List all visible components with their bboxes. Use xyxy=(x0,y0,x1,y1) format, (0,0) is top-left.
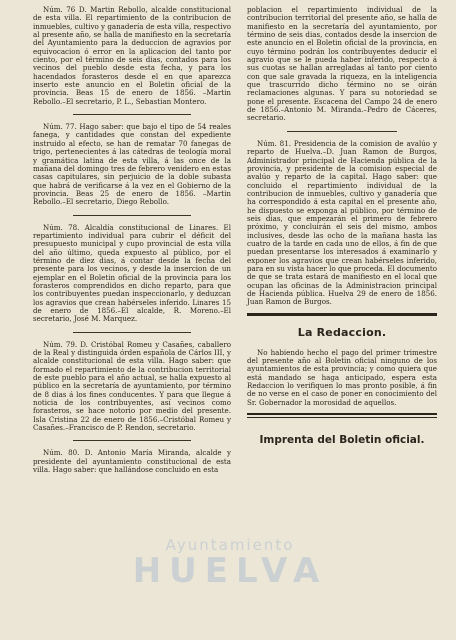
archive-watermark xyxy=(60,536,400,591)
notice-77 xyxy=(33,123,231,206)
right-column xyxy=(247,6,437,454)
section-title: La Redaccion. xyxy=(297,325,387,339)
notice-divider xyxy=(287,131,397,132)
notice-78-text: Núm. 78. Alcaldía constitucional de Linares. El repartimiento individual para cubrir el déficit del presupuesto municipal y cupo provincial de esta villa del año último, queda expuesto al público, por el término de diez dias, á contar desde la fecha del presente para los vecinos, y desde la insercion de un ejemplar en el Boletin oficial de la provincia para los forasteros comprendidos en dicho reparto, para que los contribuyentes puedan inspeccionarlo, y deduzcan los agravios que crean habérseles inferido. Linares 15 de enero de 1856.–El alcalde, R. Moreno.–El secretario, José M. Marquez. xyxy=(33,222,231,324)
notice-80-text: Núm. 80. D. Antonio María Miranda, alcalde y presidente del ayuntamiento constitucional de esta villa. Hago saber: que hallándose concluido en esta xyxy=(33,448,231,475)
notice-divider xyxy=(73,114,191,115)
notice-divider xyxy=(73,332,191,333)
section-rule-bottom xyxy=(247,413,437,418)
imprint-line: Imprenta del Boletin oficial. xyxy=(259,434,425,447)
notice-79 xyxy=(33,341,231,433)
watermark-line-1: Ayuntamiento xyxy=(165,536,295,554)
notice-divider xyxy=(73,440,191,441)
redaccion-text: No habiendo hecho el pago del primer trimestre del presente año al Boletin oficial ninguno de los ayuntamientos de esta provincia; y como quiera que está mandado se haga anticipado, espera esta Redaccion lo verifiquen lo mas pronto posible, á fin de no verse en el caso de poner en conocimiento del Sr. Gobernador la morosidad de aquellos. xyxy=(247,347,437,407)
left-column xyxy=(33,6,231,475)
notice-78 xyxy=(33,224,231,324)
notice-divider xyxy=(73,215,191,216)
notice-79-text: Núm. 79. D. Cristóbal Romeu y Casañes, caballero de la Real y distinguida órden española de Cárlos III, y alcalde constitucional de esta villa. Hago saber: que formado el repartimiento de la contribucion territorial de este pueblo para el año actual, se halla expuesto al público en la secretaría de ayuntamiento, por término de 8 dias á los fines conducentes. Y para que llegue á noticia de los contribuyentes, así vecinos como forasteros, se hace notorio por medio del presente. Isla Cristina 22 de enero de 1856.–Cristóbal Romeu y Casañes.–Francisco de P. Rendon, secretario. xyxy=(33,339,231,433)
redaccion-notice xyxy=(247,349,437,407)
notice-80 xyxy=(33,449,231,474)
notice-80-continued xyxy=(247,6,437,123)
notice-81-text: Núm. 81. Presidencia de la comision de avalúo y reparto de Huelva.–D. Juan Ramon de Burgos, Administrador principal de Hacienda pública de la provincia, y presidente de la comision especial de avalúo y reparto de la capital. Hago saber: que concluido el repartimiento individual de la contribucion de inmuebles, cultivo y ganadería que ha correspondido á esta capital en el presente año, he dispuesto se exponga al público, por término de seis dias, que empezarán el primero de febrero próximo, y concluirán el seis del mismo, ambos inclusives, desde las ocho de la mañana hasta las cuatro de la tarde en cada uno de ellos, á fin de que puedan presentarse los interesados á examinarlo y exponer los agravios que crean habérseles inferido, para en su vista hacer lo que proceda. El documento de que se trata estará de manifiesto en el local que ocupan las oficinas de la Administracion principal de Hacienda pública. Huelva 29 de enero de 1856. Juan Ramon de Burgos. xyxy=(247,138,437,307)
notice-81 xyxy=(247,140,437,307)
notice-76-text: Núm. 76 D. Martin Rebollo, alcalde constitucional de esta villa. El repartimiento de la contribucion de inmuebles, cultivo y ganadería de esta villa, respectivo al presente año, se halla de manifiesto en la secretaría del Ayuntamiento para la deduccion de agravios por equivocacion ó error en la aplicacion del tanto por ciento, por el término de seis dias, contados para los vecinos del pueblo desde esta fecha, y para los hacendados forasteros desde el en que aparezca inserto este anuncio en el Boletin oficial de la provincia. Beas 15 de enero de 1856. –Martin Rebollo.–El secretario, P. L., Sebastian Montero. xyxy=(33,5,231,106)
notice-76 xyxy=(33,6,231,106)
notice-80-continued-text: poblacion el repartimiento individual de la contribucion territorial del presente año, se halla de manifiesto en la secretaría del ayuntamiento, por término de seis dias, contados desde la insercion de este anuncio en el Boletin oficial de la provincia, en cuyo término podrán los contribuyentes deducir el agravio que se le pueda haber inferido, respecto á sus cuotas se hallan arregladas al tanto por ciento con que sale gravada la riqueza, en la inteligencia que trascurrido dicho término no se oirán reclamaciones algunas. Y para su notoriedad se pone el presente. Escacena del Campo 24 de enero de 1856.–Antonio M. Miranda.–Pedro de Cáceres, secretario. xyxy=(247,5,437,123)
watermark-line-2: HUELVA xyxy=(132,551,328,591)
notice-77-text: Núm. 77. Hago saber: que bajo el tipo de 54 reales fanega, y cantidades que constan del expediente instruido al efecto, se han de rematar 70 fanegas de trigo, pertenecientes á las cátedras de teología moral y gramática latina de esta villa, á las once de la mañana del domingo tres de febrero venidero en estas casas capitulares, sin perjuicio de la doble subasta que habrá de verificarse á la vez en el Gobierno de la provincia. Beas 25 de enero de 1856. –Martin Rebollo.–El secretario, Diego Rebollo. xyxy=(33,122,231,207)
section-rule-top xyxy=(247,313,437,316)
